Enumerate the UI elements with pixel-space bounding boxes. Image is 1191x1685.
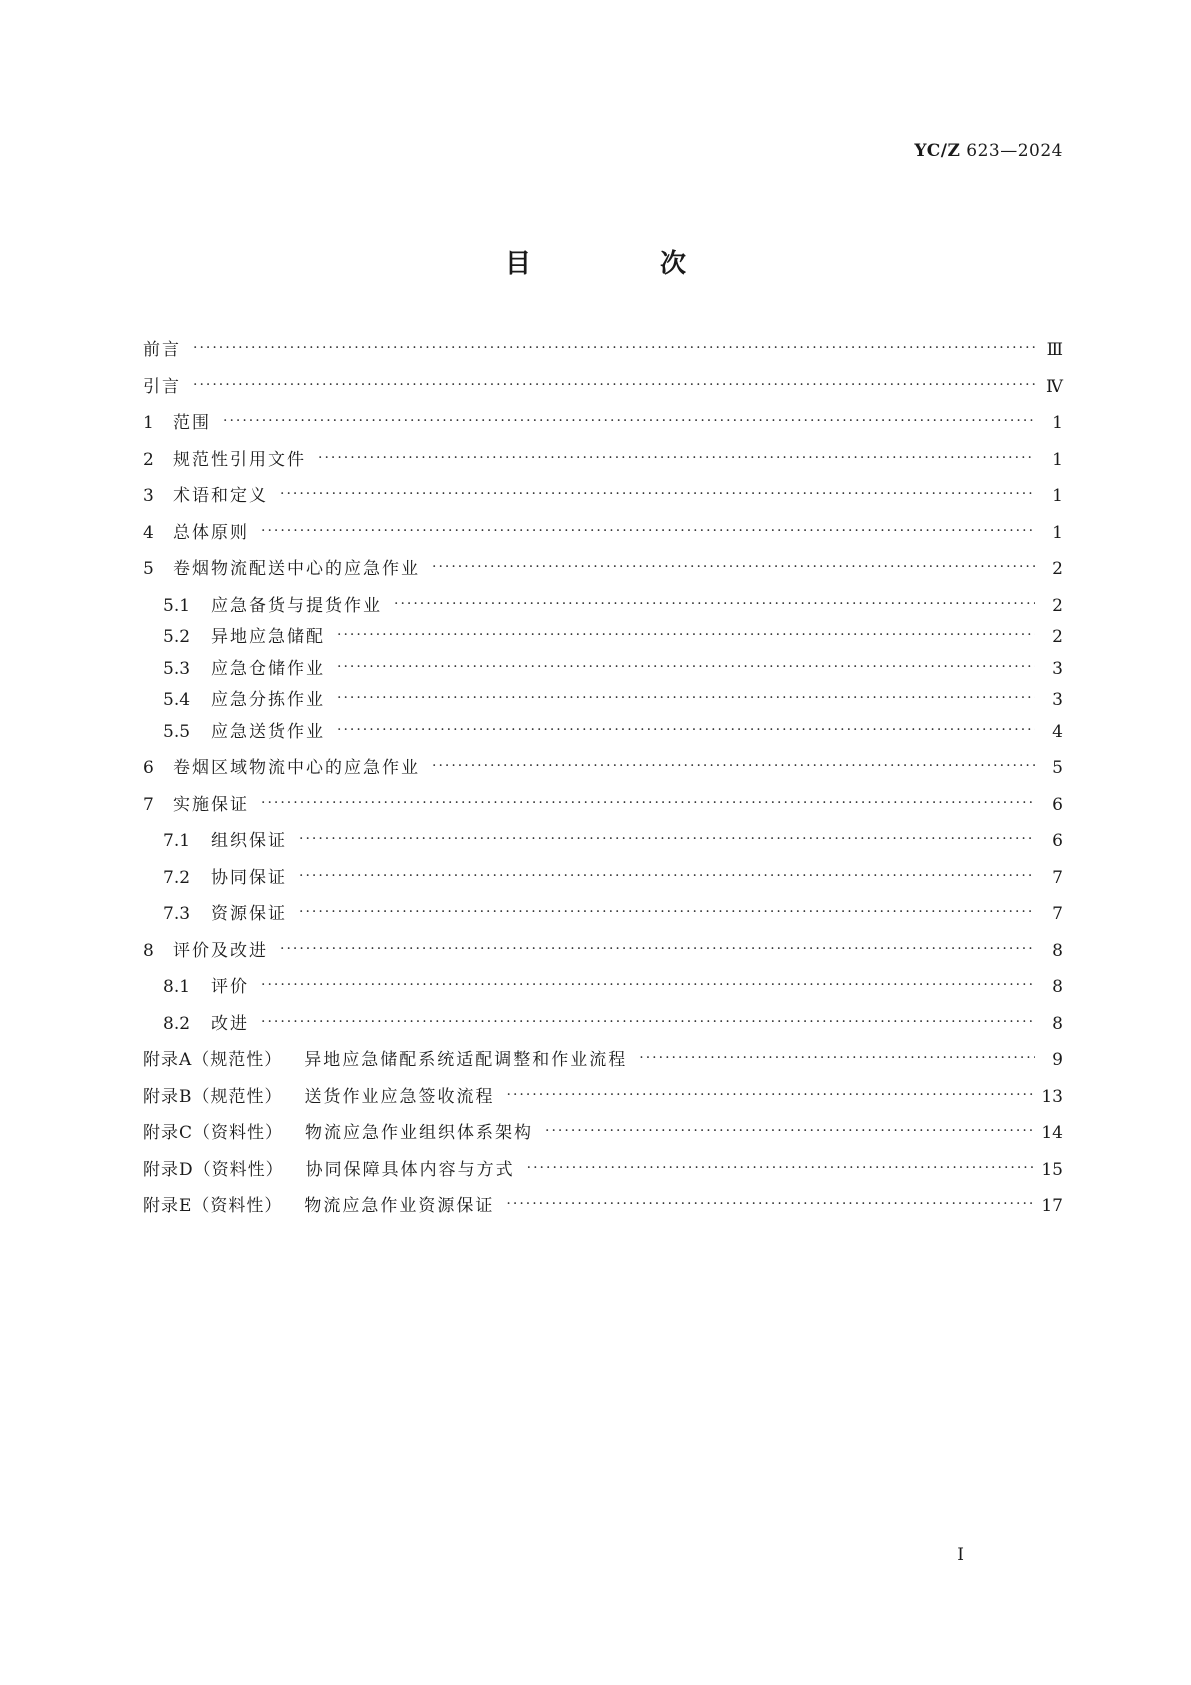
toc-entry-label: 应急备货与提货作业: [211, 595, 382, 616]
toc-entry-page: 14: [1041, 1123, 1063, 1143]
toc-leader-dots: [193, 336, 1035, 359]
toc-annex-prefix: 附录C（资料性）: [143, 1123, 284, 1143]
toc-entry-label: 总体原则: [173, 522, 249, 543]
toc-entry-label: 异地应急储配: [211, 627, 325, 647]
toc-leader-dots: [337, 623, 1035, 646]
toc-entry-5-5[interactable]: [143, 721, 1063, 758]
toc-entry-number: 5.1: [163, 595, 191, 616]
toc-leader-dots: [299, 827, 1035, 850]
toc-entry-page: 1: [1052, 449, 1063, 470]
toc-entry-number: 2: [143, 449, 154, 470]
toc-entry-2[interactable]: [143, 449, 1063, 486]
toc-entry-label: 协同保障具体内容与方式: [305, 1159, 515, 1180]
toc-entry-label: 组织保证: [211, 831, 287, 851]
toc-leader-dots: [193, 373, 1035, 396]
toc-leader-dots: [223, 409, 1035, 432]
toc-entry-7-1[interactable]: [143, 830, 1063, 867]
toc-entry-page: 3: [1052, 690, 1063, 710]
toc-entry-number: 3: [143, 486, 154, 506]
toc-entry-number: 7: [143, 794, 154, 815]
toc-entry-number: 8.2: [163, 1013, 191, 1034]
toc-annex-prefix: 附录E（资料性）: [143, 1196, 283, 1216]
toc-entry-number: 7.1: [163, 831, 191, 851]
toc-leader-dots: [545, 1119, 1033, 1142]
toc-leader-dots: [299, 864, 1035, 887]
toc-entry-7[interactable]: [143, 794, 1063, 831]
toc-leader-dots: [261, 973, 1035, 996]
toc-entry-7-3[interactable]: [143, 903, 1063, 940]
toc-entry-label: 卷烟物流配送中心的应急作业: [173, 559, 420, 579]
toc-entry-number: 8.1: [163, 977, 191, 997]
toc-entry-label: 协同保证: [211, 867, 287, 888]
toc-leader-dots: [432, 555, 1035, 578]
toc-entry-8-1[interactable]: [143, 976, 1063, 1013]
toc-leader-dots: [337, 718, 1035, 741]
toc-annex-prefix: 附录B（规范性）: [143, 1086, 283, 1107]
toc-entry-page: 2: [1052, 627, 1063, 647]
toc-entry-page: 13: [1041, 1086, 1063, 1107]
table-of-contents: [143, 339, 1063, 1232]
toc-leader-dots: [527, 1156, 1034, 1179]
toc-entry-label: 送货作业应急签收流程: [304, 1086, 495, 1107]
toc-entry-number: 4: [143, 522, 154, 543]
toc-entry-label: 改进: [211, 1013, 249, 1034]
toc-entry-foreword[interactable]: [143, 339, 1063, 376]
toc-leader-dots: [507, 1083, 1034, 1106]
toc-annex-prefix: 附录A（规范性）: [143, 1050, 283, 1070]
toc-entry-label: 应急仓储作业: [211, 658, 325, 679]
toc-entry-page: 9: [1052, 1050, 1063, 1070]
toc-entry-introduction[interactable]: [143, 376, 1063, 413]
toc-entry-page: Ⅲ: [1046, 340, 1063, 360]
toc-entry-number: 5.3: [163, 658, 191, 679]
toc-entry-number: 5: [143, 559, 154, 579]
toc-entry-page: 8: [1052, 940, 1063, 961]
toc-entry-4[interactable]: [143, 522, 1063, 559]
toc-leader-dots: [432, 754, 1035, 777]
toc-entry-page: 1: [1052, 486, 1063, 506]
standard-code: [914, 141, 1063, 161]
toc-entry-page: 7: [1052, 904, 1063, 924]
toc-entry-label: 应急分拣作业: [211, 690, 325, 710]
toc-entry-5-1[interactable]: [143, 595, 1063, 627]
toc-entry-5[interactable]: [143, 558, 1063, 595]
toc-leader-dots: [318, 446, 1035, 469]
toc-entry-page: 5: [1052, 758, 1063, 778]
toc-entry-page: 1: [1052, 522, 1063, 543]
toc-entry-page: 17: [1041, 1196, 1063, 1216]
toc-entry-annex-b[interactable]: [143, 1086, 1063, 1123]
toc-entry-8[interactable]: [143, 940, 1063, 977]
toc-entry-label: 评价及改进: [173, 940, 268, 961]
toc-entry-label: 资源保证: [211, 904, 287, 924]
toc-entry-label: 引言: [143, 376, 181, 397]
standard-code-prefix: YC/Z: [914, 141, 961, 161]
toc-entry-8-2[interactable]: [143, 1013, 1063, 1050]
toc-entry-annex-a[interactable]: [143, 1049, 1063, 1086]
toc-entry-label: 物流应急作业组织体系架构: [305, 1123, 534, 1143]
toc-entry-page: 4: [1052, 721, 1063, 742]
toc-entry-label: 评价: [211, 977, 249, 997]
toc-entry-page: Ⅳ: [1046, 376, 1063, 397]
toc-entry-label: 应急送货作业: [211, 721, 325, 742]
toc-entry-number: 5.2: [163, 627, 191, 647]
toc-leader-dots: [280, 482, 1035, 505]
toc-entry-label: 实施保证: [173, 794, 249, 815]
toc-leader-dots: [280, 937, 1035, 960]
toc-leader-dots: [394, 592, 1035, 615]
toc-entry-5-4[interactable]: [143, 689, 1063, 721]
toc-entry-page: 6: [1052, 794, 1063, 815]
toc-entry-label: 规范性引用文件: [173, 449, 306, 470]
toc-entry-label: 物流应急作业资源保证: [304, 1196, 495, 1216]
toc-entry-label: 卷烟区域物流中心的应急作业: [173, 758, 420, 778]
toc-entry-5-2[interactable]: [143, 626, 1063, 658]
toc-entry-label: 术语和定义: [173, 486, 268, 506]
toc-entry-number: 7.3: [163, 904, 191, 924]
toc-entry-3[interactable]: [143, 485, 1063, 522]
toc-entry-page: 6: [1052, 831, 1063, 851]
toc-entry-number: 5.4: [163, 690, 191, 710]
toc-entry-page: 1: [1052, 413, 1063, 433]
toc-entry-number: 5.5: [163, 721, 191, 742]
toc-entry-6[interactable]: [143, 757, 1063, 794]
toc-entry-page: 3: [1052, 658, 1063, 679]
toc-leader-dots: [506, 1192, 1033, 1215]
toc-entry-number: 7.2: [163, 867, 191, 888]
toc-entry-annex-c[interactable]: [143, 1122, 1063, 1159]
toc-entry-page: 2: [1052, 559, 1063, 579]
toc-entry-annex-e[interactable]: [143, 1195, 1063, 1232]
standard-code-number: 623—2024: [966, 141, 1063, 161]
page-number: Ⅰ: [957, 1545, 964, 1565]
toc-entry-page: 8: [1052, 977, 1063, 997]
toc-entry-annex-d[interactable]: [143, 1159, 1063, 1196]
page-title: 目 次: [504, 249, 747, 279]
toc-entry-label: 范围: [173, 413, 211, 433]
toc-annex-prefix: 附录D（资料性）: [143, 1159, 284, 1180]
toc-leader-dots: [639, 1046, 1035, 1069]
toc-entry-number: 8: [143, 940, 154, 961]
toc-entry-page: 7: [1052, 867, 1063, 888]
toc-entry-number: 6: [143, 758, 154, 778]
toc-leader-dots: [261, 791, 1035, 814]
toc-entry-page: 15: [1041, 1159, 1063, 1180]
toc-entry-page: 2: [1052, 595, 1063, 616]
toc-entry-7-2[interactable]: [143, 867, 1063, 904]
toc-entry-5-3[interactable]: [143, 658, 1063, 690]
toc-leader-dots: [261, 1010, 1035, 1033]
toc-entry-label: 前言: [143, 340, 181, 360]
toc-entry-number: 1: [143, 413, 154, 433]
toc-leader-dots: [337, 686, 1035, 709]
toc-entry-1[interactable]: [143, 412, 1063, 449]
toc-leader-dots: [337, 655, 1035, 678]
toc-entry-page: 8: [1052, 1013, 1063, 1034]
toc-leader-dots: [261, 519, 1035, 542]
toc-leader-dots: [299, 900, 1035, 923]
toc-entry-label: 异地应急储配系统适配调整和作业流程: [304, 1050, 628, 1070]
